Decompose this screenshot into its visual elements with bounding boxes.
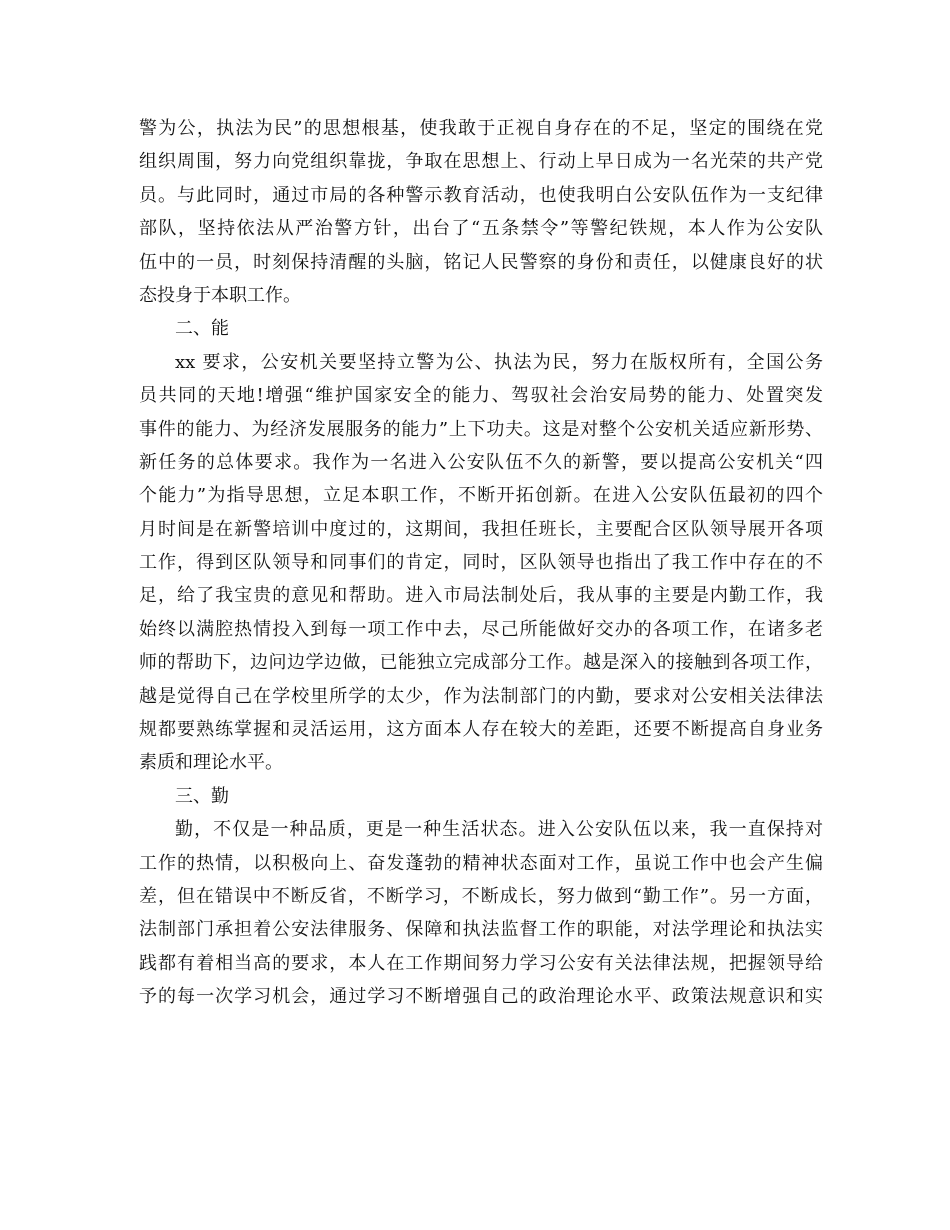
text-line: 新任务的总体要求。我作为一名进入公安队伍不久的新警，要以提高公安机关“四	[139, 451, 823, 473]
section-heading-three: 三、勤	[175, 785, 229, 807]
text-line: 月时间是在新警培训中度过的，这期间，我担任班长，主要配合区队领导展开各项	[139, 518, 823, 540]
text-line: 态投身于本职工作。	[139, 284, 301, 306]
text-line: 师的帮助下，边问边学边做，已能独立完成部分工作。越是深入的接触到各项工作，	[139, 652, 823, 674]
text-line: 足，给了我宝贵的意见和帮助。进入市局法制处后，我从事的主要是内勤工作，我	[139, 585, 823, 607]
text-line: xx 要求，公安机关要坚持立警为公、执法为民，努力在版权所有，全国公务	[175, 351, 823, 373]
text-line: 勤，不仅是一种品质，更是一种生活状态。进入公安队伍以来，我一直保持对	[175, 819, 823, 841]
text-line: 规都要熟练掌握和灵活运用，这方面本人存在较大的差距，还要不断提高自身业务	[139, 719, 823, 741]
text-line: 越是觉得自己在学校里所学的太少，作为法制部门的内勤，要求对公安相关法律法	[139, 685, 823, 707]
text-line: 伍中的一员，时刻保持清醒的头脑，铭记人民警察的身份和责任，以健康良好的状	[139, 251, 823, 273]
text-line: 践都有着相当高的要求，本人在工作期间努力学习公安有关法律法规，把握领导给	[139, 952, 823, 974]
section-heading-two: 二、能	[175, 318, 229, 340]
text-line: 员共同的天地!增强“维护国家安全的能力、驾驭社会治安局势的能力、处置突发	[139, 385, 823, 407]
text-line: 工作的热情，以积极向上、奋发蓬勃的精神状态面对工作，虽说工作中也会产生偏	[139, 852, 823, 874]
text-line: 始终以满腔热情投入到每一项工作中去，尽己所能做好交办的各项工作，在诸多老	[139, 618, 823, 640]
text-line: 工作，得到区队领导和同事们的肯定，同时，区队领导也指出了我工作中存在的不	[139, 552, 823, 574]
paragraph-intro	[139, 112, 823, 312]
paragraph-three	[139, 813, 823, 1013]
text-line: 个能力”为指导思想，立足本职工作，不断开拓创新。在进入公安队伍最初的四个	[139, 485, 823, 507]
text-line: 员。与此同时，通过市局的各种警示教育活动，也使我明白公安队伍作为一支纪律	[139, 184, 823, 206]
document-page	[139, 112, 823, 1014]
paragraph-two	[139, 346, 823, 780]
text-line: 部队，坚持依法从严治警方针，出台了“五条禁令”等警纪铁规，本人作为公安队	[139, 218, 823, 240]
text-line: 组织周围，努力向党组织靠拢，争取在思想上、行动上早日成为一名光荣的共产党	[139, 151, 823, 173]
text-line: 素质和理论水平。	[139, 752, 283, 774]
text-line: 警为公，执法为民”的思想根基，使我敢于正视自身存在的不足，坚定的围绕在党	[139, 118, 823, 139]
text-line: 予的每一次学习机会，通过学习不断增强自己的政治理论水平、政策法规意识和实	[139, 986, 823, 1008]
text-line: 差，但在错误中不断反省，不断学习，不断成长，努力做到“勤工作”。另一方面，	[139, 885, 823, 907]
text-line: 法制部门承担着公安法律服务、保障和执法监督工作的职能，对法学理论和执法实	[139, 919, 823, 941]
text-line: 事件的能力、为经济发展服务的能力”上下功夫。这是对整个公安机关适应新形势、	[139, 418, 823, 440]
